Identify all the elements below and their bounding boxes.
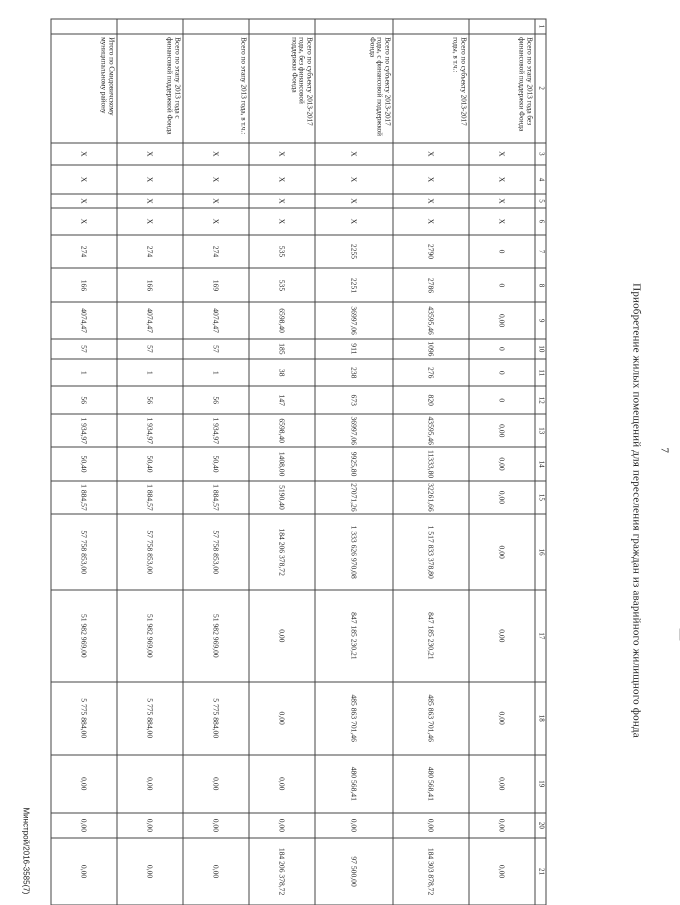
table-cell: 1 884,57 <box>51 480 117 513</box>
table-cell: 0,00 <box>249 754 315 812</box>
column-number-row <box>535 19 546 905</box>
table-cell: 1 884,57 <box>117 480 183 513</box>
table-cell: 51 982 969,00 <box>183 590 249 681</box>
row-index-cell <box>393 19 469 34</box>
table-cell: 56 <box>183 386 249 414</box>
table-cell: 57 758 853,00 <box>51 514 117 590</box>
table-cell: 5190,40 <box>249 480 315 513</box>
table-cell: 2790 <box>393 234 469 268</box>
table-cell: 57 <box>183 338 249 358</box>
table-cell: 56 <box>51 386 117 414</box>
table-cell: 0,00 <box>249 681 315 754</box>
table-cell: 0,00 <box>51 754 117 812</box>
table-cell: 1 333 626 970,08 <box>315 514 393 590</box>
table-row <box>469 19 535 905</box>
table-cell: 5 775 884,00 <box>117 681 183 754</box>
table-cell: 0,00 <box>183 754 249 812</box>
table-cell: Х <box>117 142 183 164</box>
column-number: 7 <box>535 234 546 268</box>
table-cell: Х <box>393 208 469 234</box>
table-cell: 911 <box>315 338 393 358</box>
table-cell: 57 <box>117 338 183 358</box>
table-cell: 535 <box>249 268 315 302</box>
table-cell: Х <box>249 165 315 194</box>
column-number: 1 <box>535 19 546 34</box>
column-number: 4 <box>535 165 546 194</box>
row-index-cell <box>117 19 183 34</box>
column-number: 15 <box>535 480 546 513</box>
table-cell: 38 <box>249 358 315 386</box>
column-number: 3 <box>535 142 546 164</box>
table-cell: Х <box>117 193 183 207</box>
table-cell: 480 568,41 <box>393 754 469 812</box>
table-cell: 0 <box>469 234 535 268</box>
table-cell: 51 982 969,00 <box>117 590 183 681</box>
table-cell: Х <box>51 193 117 207</box>
table-cell: 847 185 230,21 <box>315 590 393 681</box>
table-cell: 276 <box>393 358 469 386</box>
column-number: 6 <box>535 208 546 234</box>
table-cell: 43595,46 <box>393 302 469 338</box>
column-number: 19 <box>535 754 546 812</box>
table-row <box>315 19 393 905</box>
table-cell: 6598,40 <box>249 302 315 338</box>
table-cell: 0,00 <box>117 812 183 837</box>
column-number: 5 <box>535 193 546 207</box>
housing-table <box>50 18 546 905</box>
table-row <box>51 19 117 905</box>
table-cell: 97 500,00 <box>315 838 393 905</box>
table-cell: 0 <box>469 268 535 302</box>
table-cell: Х <box>393 142 469 164</box>
table-cell: 0,00 <box>469 590 535 681</box>
column-number: 2 <box>535 33 546 142</box>
table-cell: 1 934,97 <box>117 413 183 446</box>
table-cell: 166 <box>51 268 117 302</box>
table-cell: 32261,66 <box>393 480 469 513</box>
column-number: 13 <box>535 413 546 446</box>
table-body <box>51 19 535 905</box>
table-cell: Х <box>117 208 183 234</box>
table-cell: 2255 <box>315 234 393 268</box>
column-number: 21 <box>535 838 546 905</box>
table-cell: 0,00 <box>469 413 535 446</box>
table-cell: 5 775 884,00 <box>51 681 117 754</box>
table-cell: 0 <box>469 358 535 386</box>
column-number: 11 <box>535 358 546 386</box>
table-cell: 1408,00 <box>249 447 315 480</box>
table-cell: 147 <box>249 386 315 414</box>
table-cell: 0,00 <box>249 590 315 681</box>
table-cell: 184 303 878,72 <box>393 838 469 905</box>
column-number: 18 <box>535 681 546 754</box>
table-cell: 0,00 <box>469 812 535 837</box>
table-cell: 0,00 <box>51 812 117 837</box>
table-cell: Х <box>51 208 117 234</box>
table-cell: Х <box>469 208 535 234</box>
table-cell: 0,00 <box>117 754 183 812</box>
column-number: 8 <box>535 268 546 302</box>
table-cell: 169 <box>183 268 249 302</box>
table-cell: 0,00 <box>393 812 469 837</box>
table-cell: 0,00 <box>469 302 535 338</box>
column-number: 17 <box>535 590 546 681</box>
column-number: 10 <box>535 338 546 358</box>
table-cell: 238 <box>315 358 393 386</box>
column-number: 9 <box>535 302 546 338</box>
table-cell: 485 863 701,46 <box>315 681 393 754</box>
table-cell: Х <box>249 193 315 207</box>
table-cell: 0,00 <box>315 812 393 837</box>
table-cell: Х <box>315 142 393 164</box>
section-title: Приобретение жилых помещений для переселения граждан из аварийного жилищного фонда <box>630 282 642 738</box>
table-cell: 274 <box>117 234 183 268</box>
table-cell: 57 <box>51 338 117 358</box>
table-cell: Х <box>469 193 535 207</box>
table-cell: Х <box>51 165 117 194</box>
table-cell: 185 <box>249 338 315 358</box>
table-cell: 485 863 701,46 <box>393 681 469 754</box>
table-cell: 820 <box>393 386 469 414</box>
table-cell: Х <box>51 142 117 164</box>
table-cell: Х <box>183 193 249 207</box>
table-cell: 184 206 378,72 <box>249 514 315 590</box>
table-cell: 274 <box>51 234 117 268</box>
table-cell: Х <box>183 208 249 234</box>
table-cell: 184 206 378,72 <box>249 838 315 905</box>
table-cell: 0,00 <box>183 838 249 905</box>
table-cell: 0,00 <box>469 681 535 754</box>
row-index-cell <box>183 19 249 34</box>
table-cell: Х <box>469 142 535 164</box>
table-cell: 480 568,41 <box>315 754 393 812</box>
table-cell: Х <box>249 142 315 164</box>
table-cell: Х <box>249 208 315 234</box>
table-cell: 0 <box>469 338 535 358</box>
row-label: Всего по субъекту 2013-2017 годы, в т.ч.: <box>393 33 469 142</box>
table-cell: 0,00 <box>469 447 535 480</box>
table-cell: 1 884,57 <box>183 480 249 513</box>
table-cell: 0,00 <box>469 838 535 905</box>
table-cell: 57 758 853,00 <box>183 514 249 590</box>
column-number: 14 <box>535 447 546 480</box>
row-label: Всего по субъекту 2013-2017 годы, без финансовой поддержки Фонда <box>249 33 315 142</box>
table-cell: Х <box>393 165 469 194</box>
table-cell: 0,00 <box>469 514 535 590</box>
table-cell: 1096 <box>393 338 469 358</box>
table-cell: 0,00 <box>51 838 117 905</box>
table-cell: 50,40 <box>117 447 183 480</box>
table-cell: 36997,06 <box>315 413 393 446</box>
row-label: Всего по этапу 2013 года без финансовой поддержки Фонда <box>469 33 535 142</box>
table-cell: 1 934,97 <box>183 413 249 446</box>
table-cell: 51 982 969,00 <box>51 590 117 681</box>
table-cell: 274 <box>183 234 249 268</box>
table-row <box>183 19 249 905</box>
footer-code: Минстрой/2016-3585(7) <box>21 807 30 894</box>
table-cell: 5 775 884,00 <box>183 681 249 754</box>
table-cell: Х <box>183 142 249 164</box>
table-row <box>393 19 469 905</box>
row-label: Итого по Смидовичскому муниципальному району <box>51 33 117 142</box>
table-cell: 56 <box>117 386 183 414</box>
table-cell: 847 185 230,21 <box>393 590 469 681</box>
table-cell: 0,00 <box>469 480 535 513</box>
table-cell: Х <box>393 193 469 207</box>
table-cell: 535 <box>249 234 315 268</box>
table-cell: Х <box>315 208 393 234</box>
table-cell: 4074,47 <box>183 302 249 338</box>
table-cell: 4074,47 <box>117 302 183 338</box>
table-cell: 6598,40 <box>249 413 315 446</box>
column-number: 20 <box>535 812 546 837</box>
table-row <box>249 19 315 905</box>
table-row <box>117 19 183 905</box>
row-index-cell <box>249 19 315 34</box>
column-number: 16 <box>535 514 546 590</box>
table-cell: 0,00 <box>117 838 183 905</box>
table-cell: 0 <box>469 386 535 414</box>
table-cell: 1 <box>117 358 183 386</box>
table-cell: 673 <box>315 386 393 414</box>
row-index-cell <box>315 19 393 34</box>
table-cell: 57 758 853,00 <box>117 514 183 590</box>
table-cell: 0,00 <box>249 812 315 837</box>
table-cell: 4074,47 <box>51 302 117 338</box>
page-number: 7 <box>658 447 670 453</box>
row-index-cell <box>469 19 535 34</box>
table-cell: Х <box>469 165 535 194</box>
table-cell: 11333,80 <box>393 447 469 480</box>
row-index-cell <box>51 19 117 34</box>
column-number: 12 <box>535 386 546 414</box>
table-cell: 2251 <box>315 268 393 302</box>
table-cell: 0,00 <box>469 754 535 812</box>
table-cell: Х <box>315 165 393 194</box>
table-cell: 43595,46 <box>393 413 469 446</box>
table-cell: Х <box>183 165 249 194</box>
row-label: Всего по этапу 2013 года с финансовой поддержкой Фонда <box>117 33 183 142</box>
table-cell: 27071,26 <box>315 480 393 513</box>
table-cell: 36997,06 <box>315 302 393 338</box>
table-cell: 9925,80 <box>315 447 393 480</box>
row-label: Всего по этапу 2013 года, в т.ч.: <box>183 33 249 142</box>
table-cell: 50,40 <box>51 447 117 480</box>
row-label: Всего по субъекту 2013-2017 годы, с финансовой поддержкой Фонда <box>315 33 393 142</box>
table-cell: 0,00 <box>183 812 249 837</box>
table-cell: 2786 <box>393 268 469 302</box>
table-cell: Х <box>117 165 183 194</box>
table-cell: Х <box>315 193 393 207</box>
table-cell: 166 <box>117 268 183 302</box>
table-cell: 1 <box>183 358 249 386</box>
table-cell: 50,40 <box>183 447 249 480</box>
table-cell: 1 934,97 <box>51 413 117 446</box>
table-cell: 1 <box>51 358 117 386</box>
table-cell: 1 517 833 378,80 <box>393 514 469 590</box>
